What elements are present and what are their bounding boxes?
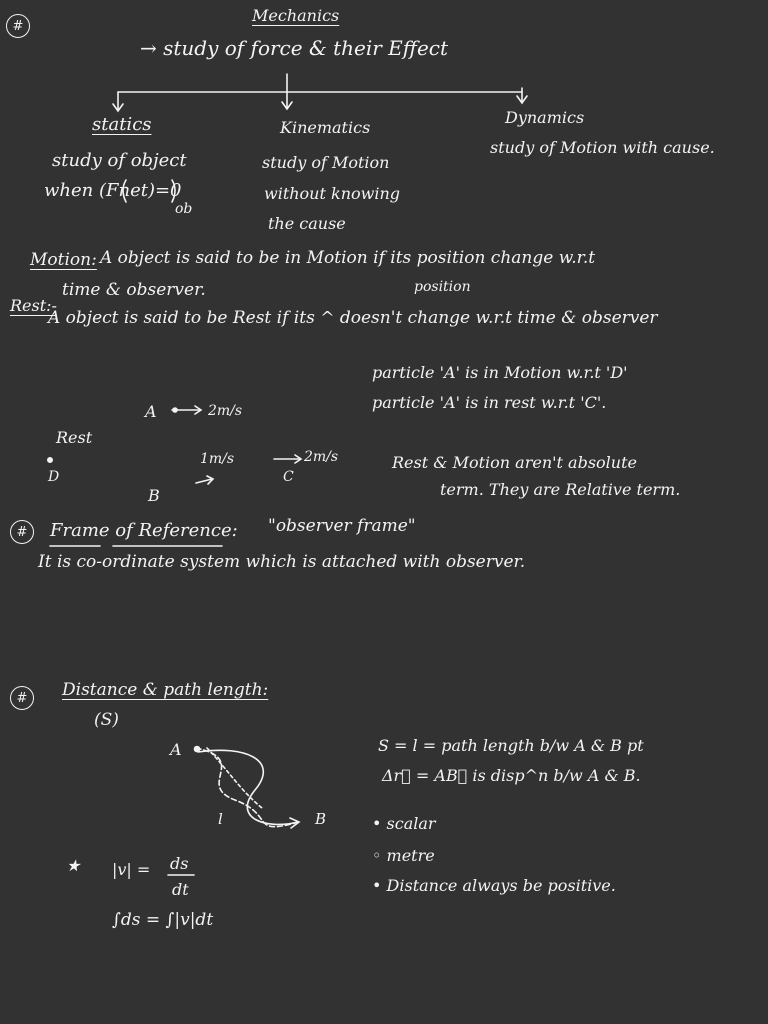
statics-subscript: ob: [175, 201, 193, 217]
path-label-l: l: [218, 810, 223, 828]
rest-point-d: [48, 458, 52, 462]
path-point-b: B: [315, 810, 327, 828]
rest-insert: position: [414, 279, 471, 295]
example-note-1: particle 'A' is in Motion w.r.t 'D': [372, 363, 628, 382]
kinematics-desc-2: without knowing: [264, 184, 400, 203]
bullet-3: • Distance always be positive.: [372, 876, 616, 895]
page-title: Mechanics: [252, 6, 340, 25]
example-note-3: Rest & Motion aren't absolute: [392, 453, 637, 472]
section-marker-icon: #: [10, 520, 34, 544]
point-a: A: [145, 402, 157, 421]
subtitle: → study of force & their Effect: [140, 36, 449, 60]
example-note-2: particle 'A' is in rest w.r.t 'C'.: [372, 393, 607, 412]
section-marker-icon: #: [10, 686, 34, 710]
rest-label: Rest:-: [10, 296, 57, 315]
dynamics-desc: study of Motion with cause.: [490, 138, 715, 157]
integral-eq: ∫ds = ∫|v|dt: [112, 910, 214, 930]
kinematics-label: Kinematics: [280, 118, 371, 137]
point-b: B: [148, 486, 160, 505]
distance-eq-2: Δr⃗ = AB⃗ is disp^n b/w A & B.: [382, 766, 641, 785]
distance-symbol: (S): [94, 710, 119, 730]
point-c: C: [283, 469, 294, 485]
example-note-4: term. They are Relative term.: [440, 480, 681, 499]
distance-eq-1: S = l = path length b/w A & B pt: [378, 736, 644, 755]
dynamics-label: Dynamics: [505, 108, 585, 127]
speed-eq-num: ds: [170, 854, 189, 873]
bullet-1: • scalar: [372, 814, 436, 833]
frame-definition: It is co-ordinate system which is attached with observer.: [38, 552, 526, 572]
motion-definition: A object is said to be in Motion if its position change w.r.t: [100, 248, 596, 268]
motion-definition-2: time & observer.: [62, 280, 206, 300]
point-b-speed: 1m/s: [200, 451, 235, 467]
section-marker-icon: #: [6, 14, 30, 38]
distance-heading: Distance & path length:: [62, 680, 269, 700]
speed-eq-den: dt: [172, 880, 189, 899]
speed-eq-lhs: |v| =: [112, 860, 151, 879]
rest-tag: Rest: [56, 428, 93, 447]
point-c-speed: 2m/s: [304, 449, 339, 465]
kinematics-desc-3: the cause: [268, 214, 346, 233]
motion-label: Motion:: [30, 250, 97, 270]
statics-label: statics: [92, 114, 152, 135]
bullet-2: ◦ metre: [372, 846, 435, 865]
frame-heading: Frame of Reference:: [50, 520, 238, 541]
rest-definition: A object is said to be Rest if its ^ doesn't change w.r.t time & observer: [48, 308, 658, 328]
point-d: D: [48, 469, 60, 485]
star-icon: ★: [66, 856, 81, 875]
kinematics-desc-1: study of Motion: [262, 153, 390, 172]
frame-quote: "observer frame": [268, 516, 416, 536]
statics-desc-2: when (Fnet)=0: [44, 180, 182, 201]
statics-desc-1: study of object: [52, 150, 187, 171]
path-point-a: A: [170, 740, 182, 759]
point-a-speed: 2m/s: [208, 403, 243, 419]
